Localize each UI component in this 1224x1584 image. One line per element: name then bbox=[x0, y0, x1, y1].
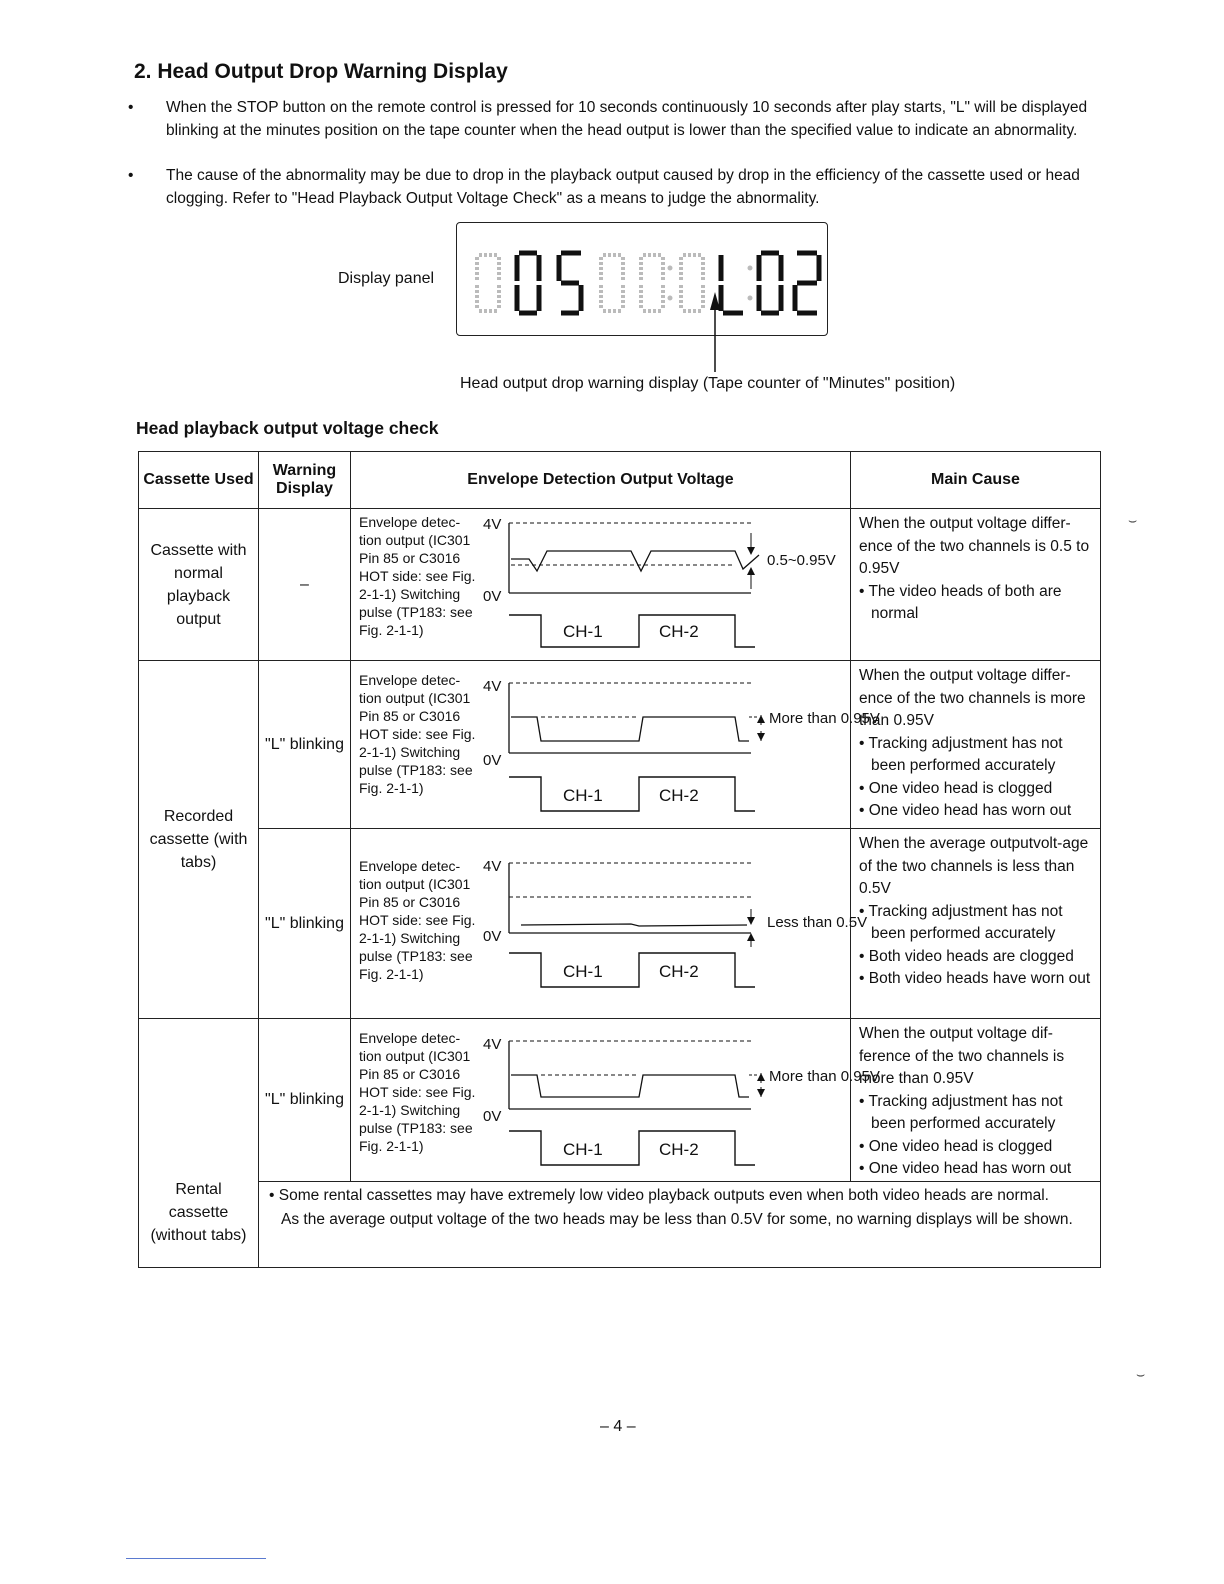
bullet-1 bbox=[128, 96, 1108, 166]
warning-cell: "L" blinking bbox=[259, 1019, 351, 1182]
envelope-cell bbox=[351, 661, 880, 829]
cause-point: • Both video heads are clogged bbox=[859, 947, 1074, 965]
rental-note-line: As the average output voltage of the two heads may be less than 0.5V for some, no warning displays will be shown. bbox=[281, 1210, 1073, 1228]
voltage-label: More than 0.95V bbox=[769, 1068, 880, 1085]
axis-0v: 0V bbox=[483, 928, 502, 945]
envelope-cell bbox=[351, 1019, 880, 1182]
display-panel-label: Display panel bbox=[338, 270, 435, 287]
cause-cell bbox=[851, 1019, 1101, 1182]
voltage-check-table bbox=[138, 451, 1101, 1268]
ch1-label: CH-1 bbox=[563, 1140, 603, 1159]
waveform-more-than bbox=[351, 661, 880, 827]
cause-cell bbox=[851, 829, 1101, 1019]
cause-point: • One video head is clogged bbox=[859, 1137, 1053, 1155]
table-row bbox=[139, 829, 1101, 1019]
warning-cell: – bbox=[259, 509, 351, 661]
cause-point: • The video heads of both are normal bbox=[859, 582, 1062, 622]
axis-0v: 0V bbox=[483, 1108, 502, 1125]
arrow-up-icon bbox=[700, 288, 730, 378]
display-caption: Head output drop warning display (Tape counter of "Minutes" position) bbox=[460, 375, 956, 392]
axis-4v: 4V bbox=[483, 516, 502, 533]
cause-point: • Tracking adjustment has not been performed accurately bbox=[859, 902, 1063, 942]
cause-point: • One video head has worn out bbox=[859, 1160, 1072, 1177]
bullet-dot: • bbox=[128, 99, 134, 116]
table-row bbox=[139, 1181, 1101, 1267]
rental-note-cell bbox=[259, 1181, 1101, 1267]
axis-0v: 0V bbox=[483, 588, 502, 605]
bullet-text: The cause of the abnormality may be due to drop in the playback output caused by drop in the efficiency of the cassette used or head clogging. Refer to "Head Playback Output Voltage Check" as a means to judge the abnormality. bbox=[166, 167, 1080, 207]
axis-4v: 4V bbox=[483, 678, 502, 695]
ch2-label: CH-2 bbox=[659, 786, 699, 805]
voltage-label: 0.5~0.95V bbox=[767, 552, 836, 569]
header-cassette: Cassette Used bbox=[139, 452, 259, 509]
display-panel bbox=[456, 222, 828, 336]
table-header-row bbox=[139, 452, 1101, 509]
waveform-normal bbox=[351, 509, 851, 659]
bullet-dot: • bbox=[128, 167, 134, 184]
waveform-less-than bbox=[351, 829, 868, 1017]
cause-point: • Tracking adjustment has not been performed accurately bbox=[859, 734, 1063, 774]
page-title: 2. Head Output Drop Warning Display bbox=[134, 60, 508, 83]
envelope-label: Envelope detec-tion output (IC301 Pin 85 or C3016 HOT side: see Fig. 2-1-1) Switching pulse (TP183: see Fig. 2-1-1) bbox=[359, 1030, 476, 1154]
ch1-label: CH-1 bbox=[563, 786, 603, 805]
warning-cell: "L" blinking bbox=[259, 661, 351, 829]
bullet-text: When the STOP button on the remote control is pressed for 10 seconds continuously 10 seconds after play starts, "L" will be displayed blinking at the minutes position on the tape counter when the head output is lower than the specified value to indicate an abnormality. bbox=[166, 99, 1088, 139]
bullet-2 bbox=[128, 164, 1108, 212]
envelope-cell bbox=[351, 829, 868, 1019]
cassette-cell bbox=[139, 509, 259, 661]
cause-cell bbox=[851, 509, 1101, 661]
envelope-label: Envelope detec-tion output (IC301 Pin 85 or C3016 HOT side: see Fig. 2-1-1) Switching pulse (TP183: see Fig. 2-1-1) bbox=[359, 514, 476, 638]
voltage-label: More than 0.95V bbox=[769, 710, 880, 727]
axis-0v: 0V bbox=[483, 752, 502, 769]
table-row bbox=[139, 1019, 1101, 1182]
cause-point: • Both video heads have worn out bbox=[859, 970, 1091, 987]
cause-point: • One video head is clogged bbox=[859, 779, 1053, 797]
table-row bbox=[139, 661, 1101, 829]
section-title: Head playback output voltage check bbox=[136, 418, 439, 438]
header-cause: Main Cause bbox=[851, 452, 1101, 509]
bottom-rule bbox=[126, 1558, 266, 1559]
ch2-label: CH-2 bbox=[659, 622, 699, 641]
cassette-label: Cassette with normal playback output bbox=[150, 541, 247, 628]
cause-intro: When the output voltage differ-ence of the two channels is 0.5 to 0.95V bbox=[859, 515, 1090, 577]
page-number: – 4 – bbox=[600, 1418, 636, 1435]
cassette-cell bbox=[139, 661, 259, 1019]
ch1-label: CH-1 bbox=[563, 962, 603, 981]
envelope-label: Envelope detec-tion output (IC301 Pin 85 or C3016 HOT side: see Fig. 2-1-1) Switching pulse (TP183: see Fig. 2-1-1) bbox=[359, 858, 476, 982]
voltage-label: Less than 0.5V bbox=[767, 914, 868, 931]
cause-intro: When the output voltage dif-ference of the two channels is more than 0.95V bbox=[859, 1025, 1065, 1087]
seven-segment-display bbox=[457, 223, 827, 335]
cause-cell bbox=[851, 661, 1101, 829]
rental-note-line: • Some rental cassettes may have extremely low video playback outputs even when both video heads are normal. bbox=[269, 1186, 1049, 1204]
table-row bbox=[139, 509, 1101, 661]
cause-point: • One video head has worn out bbox=[859, 802, 1072, 819]
envelope-cell bbox=[351, 509, 851, 661]
cause-intro: When the output voltage differ-ence of the two channels is more than 0.95V bbox=[859, 667, 1086, 729]
envelope-label: Envelope detec-tion output (IC301 Pin 85 or C3016 HOT side: see Fig. 2-1-1) Switching pulse (TP183: see Fig. 2-1-1) bbox=[359, 672, 476, 796]
waveform-rental bbox=[351, 1019, 880, 1179]
margin-mark: ⌣ bbox=[1128, 512, 1138, 528]
ch2-label: CH-2 bbox=[659, 1140, 699, 1159]
cassette-cell bbox=[139, 1019, 259, 1268]
cassette-label: Recorded cassette (with tabs) bbox=[149, 808, 248, 871]
cause-intro: When the average outputvolt-age of the two channels is less than 0.5V bbox=[859, 835, 1089, 897]
header-envelope: Envelope Detection Output Voltage bbox=[351, 452, 851, 509]
margin-mark: ⌣ bbox=[1136, 1366, 1146, 1382]
cassette-label: Rental cassette (without tabs) bbox=[150, 1181, 247, 1245]
axis-4v: 4V bbox=[483, 858, 502, 875]
cause-point: • Tracking adjustment has not been performed accurately bbox=[859, 1092, 1063, 1132]
axis-4v: 4V bbox=[483, 1036, 502, 1053]
ch1-label: CH-1 bbox=[563, 622, 603, 641]
ch2-label: CH-2 bbox=[659, 962, 699, 981]
header-warning: Warning Display bbox=[259, 452, 351, 509]
warning-cell: "L" blinking bbox=[259, 829, 351, 1019]
